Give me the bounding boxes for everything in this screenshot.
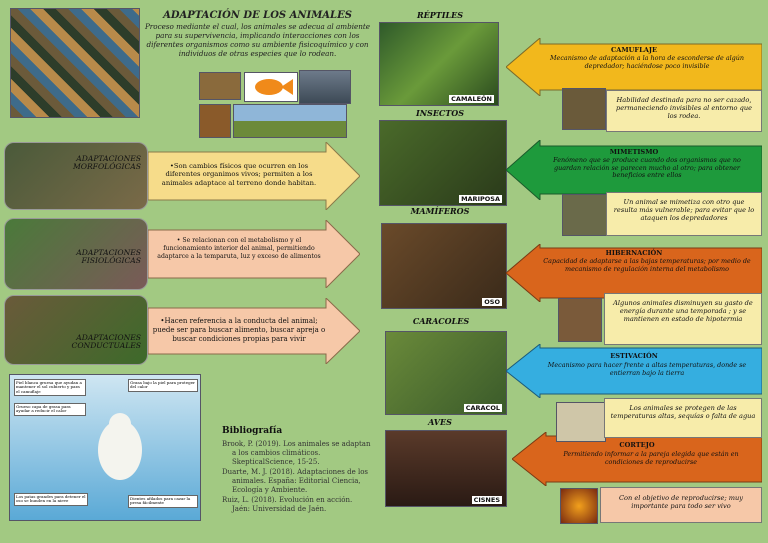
strategy-text: Capacidad de adaptarse a las bajas temperaturas; por medio de mecanismo de regulación interna del metabolismo <box>543 257 751 273</box>
bibliography-entry: Brook, P. (2019). Los animales se adaptan a los cambios climáticos. SkepticalScience, 15-25. <box>222 439 371 466</box>
section-title: AVES <box>428 417 452 427</box>
strategy-heading: HIBERNACIÓN <box>605 249 663 257</box>
strategy-text: Mecanismo de adaptación a la hora de esconderse de algún depredador; haciéndose poco invisible <box>550 54 744 70</box>
strategy-text: Fenómeno que se produce cuando dos organismos que no guardan relación se parecen mucho al otro; para obtener beneficios entre ellos <box>553 156 741 180</box>
adaptation-arrow <box>148 220 360 288</box>
strategy-text: Mecanismo para hacer frente a altas temperaturas, donde se entierran bajo la tierra <box>547 361 747 377</box>
strategy-info-text: Habilidad destinada para no ser cazado, permaneciendo invisibles al entorno que los rodea. <box>616 96 752 121</box>
animal-collage-image <box>10 8 140 118</box>
chameleon-photo <box>379 22 499 106</box>
poster-note: Grasa bajo la piel para proteger del calor <box>128 379 198 392</box>
polar-bear-icon <box>85 410 155 490</box>
bibliography-entry: Ruiz, L. (2018). Evolución en acción. Jaén: Universidad de Jaén. <box>222 496 353 514</box>
strategy-heading: ESTIVACIÓN <box>610 352 658 360</box>
strategy-heading: MIMETISMO <box>609 148 659 156</box>
strategy-text: Permitiendo informar a la pareja elegida que están en condiciones de reproducirse <box>563 450 739 466</box>
camouflage-photo <box>562 88 606 130</box>
section-title: MAMÍFEROS <box>410 206 470 216</box>
strategy-arrow-estivacion <box>506 344 762 398</box>
intro-text: Proceso mediante el cual, los animales se adecua al ambiente para su supervivencia, implicando interacciones con los diferentes organismos como su ambiente fisicoquímico y con individuos de otras especies que lo rodean. <box>144 22 371 58</box>
strategy-info-box <box>600 487 762 523</box>
strategy-heading: CORTEJO <box>619 441 655 449</box>
hedgehog-photo <box>558 298 602 342</box>
photo-caption: MARIPOSA <box>461 195 500 203</box>
strategy-info-text: Algunos animales disminuyen su gasto de energía durante una temporada ; y se mantienen en estado de hipotermia <box>613 299 753 324</box>
bird-photo <box>299 70 351 104</box>
strategy-info-box <box>604 293 762 345</box>
photo-caption: OSO <box>484 298 500 306</box>
section-title: INSECTOS <box>416 108 464 118</box>
photo-caption: CISNES <box>473 496 500 504</box>
strategy-info-box <box>606 90 762 132</box>
bear-photo <box>381 223 507 309</box>
bibliography <box>222 426 372 515</box>
photo-caption: CARACOL <box>465 404 500 412</box>
adaptation-label: ADAPTACIONES MORFOLÓGICAS <box>72 154 141 172</box>
adaptation-text: • Se relacionan con el metabolismo y el funcionamiento interior del animal, permitiendo adaptarce a la temparuta, luz y exceso de alimentos <box>157 237 321 260</box>
fox-photo <box>199 104 231 138</box>
strategy-arrow-cortejo <box>512 432 762 486</box>
poster-note: Piel blanca gruesa que ayudan a mantener el sol cubierto y para el camuflaje <box>14 379 86 396</box>
page-title: ADAPTACIÓN DE LOS ANIMALES <box>163 10 352 21</box>
polar-bear-poster <box>9 374 201 521</box>
savanna-photo <box>233 104 347 138</box>
poster-note: Grueso capa de grasa para ayudar a reducir el calor <box>14 403 86 416</box>
strategy-info-text: Un animal se mimetiza con otro que resulta más vulnerable; para evitar que lo ataquen los depredadores <box>613 198 755 223</box>
adaptation-arrow <box>148 298 360 364</box>
fish-photo <box>244 72 298 102</box>
strategy-heading: CAMUFLAJE <box>611 46 657 54</box>
adaptation-text: •Son cambios físicos que ocurren en los diferentes organimos vivos; permiten a los animales adaptace al terreno donde habitan. <box>161 162 317 187</box>
poster-note: Dientes afilados para cazar la presa fácilmente <box>128 495 198 508</box>
mimicry-photo <box>562 194 608 236</box>
adaptation-text: •Hacen referencia a la conducta del animal; puede ser para buscar alimento, buscar apreja o buscar condiciones propias para vivir <box>152 317 326 343</box>
strategy-arrow-camuflaje <box>506 38 762 96</box>
aestivation-photo <box>556 402 606 442</box>
bibliography-entry: Duarte, M. J. (2018). Adaptaciones de los animales. España: Editorial Ciencia, Ecología y Ambiente. <box>222 467 369 495</box>
adaptation-box-behavioral <box>4 295 148 365</box>
section-title: RÉPTILES <box>417 10 463 20</box>
adaptation-arrow <box>148 142 360 210</box>
cat-photo <box>199 72 241 100</box>
strategy-info-text: Los animales se protegen de las temperaturas altas, sequías o falta de agua <box>610 404 756 421</box>
adaptation-box-morphological <box>4 142 148 210</box>
bibliography-heading: Bibliografía <box>222 426 283 436</box>
strategy-info-text: Con el objetivo de reproducirse; muy importante para todo ser vivo <box>618 494 744 511</box>
adaptation-label: ADAPTACIONES CONDUCTUALES <box>71 333 141 351</box>
strategy-info-box <box>604 398 762 438</box>
section-title: CARACOLES <box>412 316 470 326</box>
poster-note: Los patas grandes para detener el oso se hunden en la nieve <box>14 493 88 506</box>
adaptation-box-physiological <box>4 218 148 290</box>
adaptation-label: ADAPTACIONES FISIOLÓGICAS <box>76 248 141 266</box>
butterfly-photo <box>379 120 507 206</box>
courtship-photo <box>560 488 598 524</box>
strategy-info-box <box>606 192 762 236</box>
swans-photo <box>385 430 507 507</box>
strategy-arrow-mimetismo <box>506 140 762 200</box>
snail-photo <box>385 331 507 415</box>
photo-caption: CAMALEÓN <box>451 95 492 103</box>
